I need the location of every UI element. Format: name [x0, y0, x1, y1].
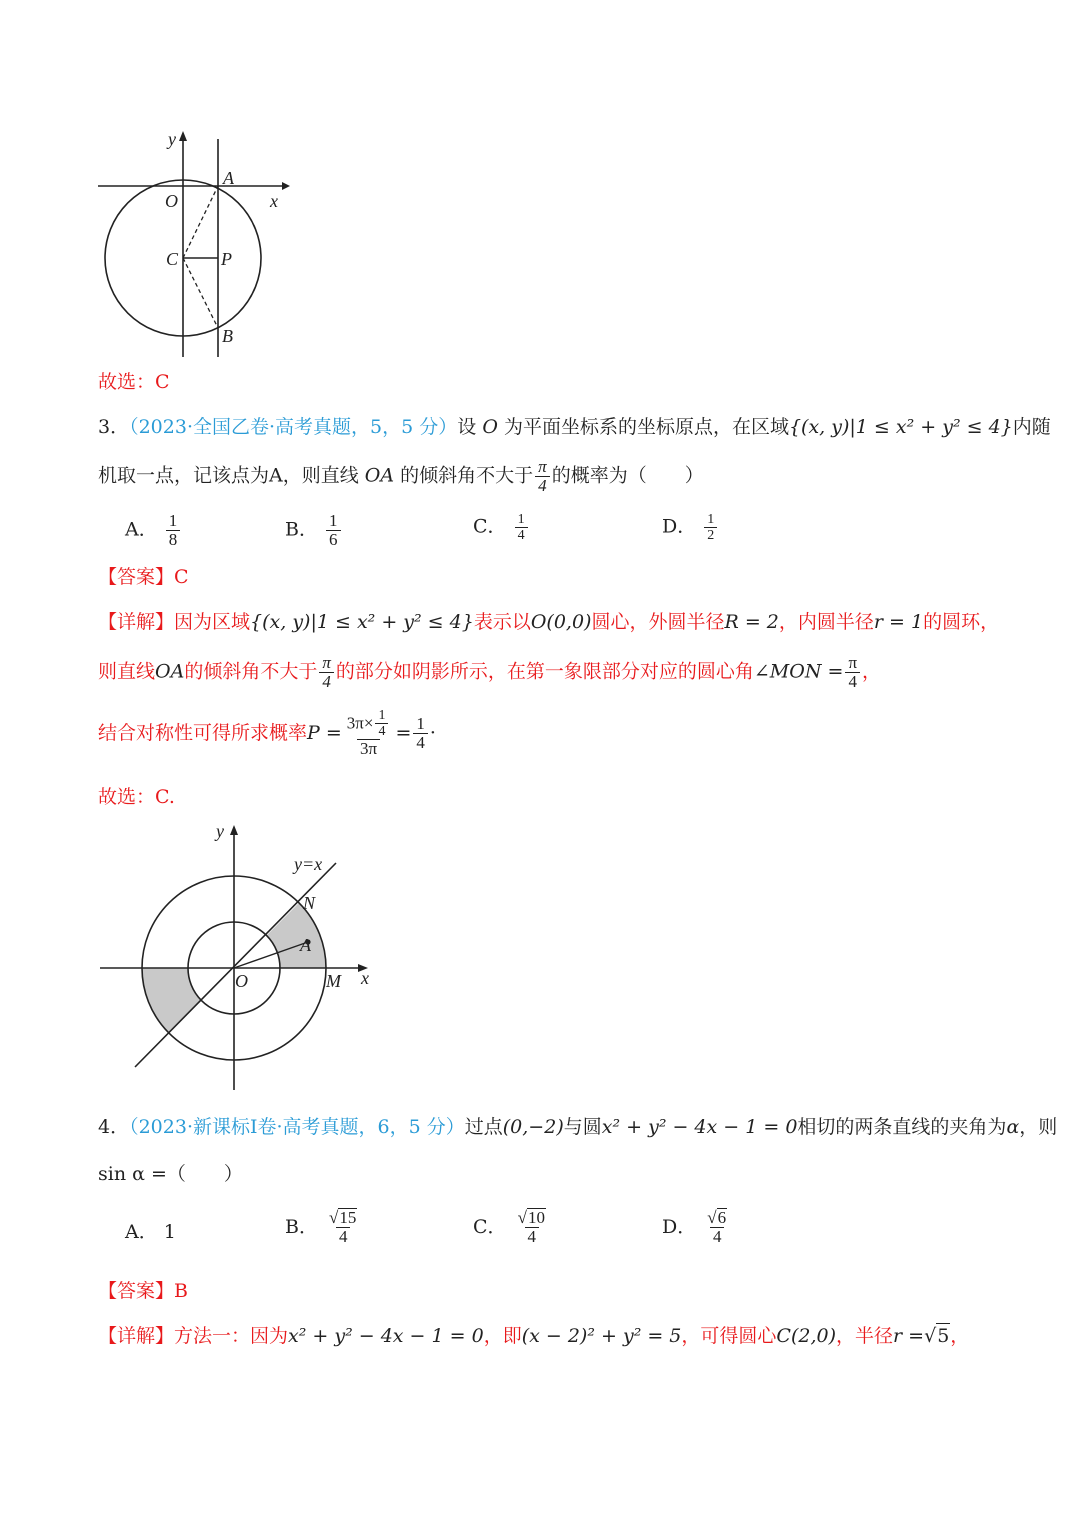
- option-label: A．: [125, 1221, 158, 1243]
- label-y: y: [168, 129, 176, 149]
- q4-stem-4: ，则: [1019, 1116, 1058, 1138]
- denominator: 4: [515, 527, 528, 543]
- detail-inner-radius: r = 1: [873, 611, 924, 633]
- detail-outer-radius: R = 2: [724, 611, 779, 633]
- detail-angle-value: [845, 654, 860, 691]
- q3-option-c: [473, 512, 530, 543]
- detail-text: ，半径: [836, 1325, 894, 1347]
- q4-number: 4．: [98, 1116, 130, 1138]
- numerator: π: [848, 653, 858, 672]
- denominator: 4: [845, 672, 860, 691]
- numerator: 1: [707, 512, 715, 527]
- q3-stem-o: O: [482, 416, 498, 438]
- detail-text: ，可得圆心: [681, 1325, 777, 1347]
- option-label: B．: [285, 1216, 318, 1238]
- label-a: A: [223, 168, 234, 188]
- q4-stem-line1: [98, 1115, 1057, 1139]
- detail-text: 的部分如阴影所示，在第一象限部分对应的圆心角: [335, 660, 754, 683]
- segment-cb: [183, 258, 218, 328]
- q3-conclusion: 故选：C.: [98, 786, 175, 808]
- radicand: 5: [937, 1325, 950, 1347]
- label-b: B: [222, 326, 233, 346]
- detail-text: 圆心，外圆半径: [591, 611, 725, 633]
- shaded-region-first-quadrant: [267, 903, 327, 968]
- q4-circle: x² + y² − 4x − 1 = 0: [601, 1116, 798, 1138]
- label-n: N: [303, 893, 316, 913]
- q3-option-b: [285, 512, 343, 549]
- q3-number: 3．: [98, 416, 130, 438]
- q3-detail-line1: [98, 610, 999, 634]
- denominator: 2: [704, 527, 717, 543]
- numerator: 1: [416, 713, 425, 733]
- q3-region: {(x, y)|1 ≤ x² + y² ≤ 4}: [788, 416, 1013, 438]
- label-x: x: [270, 191, 278, 211]
- q4-stem-3: 相切的两条直线的夹角为: [797, 1116, 1007, 1138]
- q3-answer: 【答案】C: [98, 566, 189, 588]
- q3-stem-oa: OA: [364, 464, 395, 487]
- q2-conclusion: 故选：C: [98, 371, 170, 393]
- q3-option-a: [125, 512, 182, 549]
- q4-alpha: α: [1006, 1116, 1020, 1138]
- detail-root: √5: [924, 1325, 950, 1347]
- q4-stem-1: 过点: [464, 1116, 503, 1138]
- q3-stem-4: 机取一点，记该点为A，则直线: [98, 464, 359, 487]
- denominator: 3π: [357, 739, 380, 758]
- numerator: 1: [517, 512, 525, 527]
- option-label: D．: [662, 515, 697, 538]
- detail-text: 的倾斜角不大于: [184, 660, 318, 683]
- detail-text: 方法一：因为: [174, 1325, 289, 1347]
- q4-answer: 【答案】B: [98, 1280, 188, 1302]
- option-fraction: [326, 512, 341, 549]
- one-quarter: [375, 708, 388, 739]
- denominator: 4: [319, 672, 334, 691]
- detail-oa: OA: [155, 660, 185, 683]
- q3-option-d: [662, 512, 719, 543]
- label-o: O: [235, 971, 248, 991]
- numerator: √10: [517, 1208, 545, 1227]
- option-label: C．: [473, 515, 507, 538]
- label-x: x: [361, 968, 369, 988]
- detail-p: P =: [307, 722, 342, 744]
- denominator: 4: [336, 1227, 351, 1246]
- detail-text: ，内圆半径: [778, 611, 874, 633]
- equals: =: [395, 722, 412, 744]
- y-axis-arrow: [179, 131, 187, 141]
- option-fraction: [515, 1208, 549, 1246]
- option-fraction: [704, 512, 717, 543]
- label-a: A: [300, 935, 311, 955]
- option-fraction: [326, 1208, 360, 1246]
- denominator: 4: [413, 733, 428, 752]
- radicand: 10: [527, 1208, 545, 1227]
- detail-region: {(x, y)|1 ≤ x² + y² ≤ 4}: [250, 611, 474, 633]
- q4-stem-line2: sin α =（ ）: [98, 1163, 243, 1185]
- q3-stem-6: 的概率为（ ）: [551, 464, 704, 487]
- q3-pi-over-4: [535, 458, 550, 495]
- q3-stem-line1: [98, 415, 1051, 439]
- numerator: 1: [168, 511, 178, 530]
- q4-option-a: [125, 1220, 176, 1244]
- numerator: 1: [378, 708, 386, 723]
- x-axis-arrow: [282, 182, 290, 190]
- q4-option-c: [473, 1208, 551, 1246]
- q4-option-d: [662, 1208, 732, 1246]
- numerator: 1: [329, 511, 338, 530]
- q4-detail-line1: [98, 1323, 969, 1348]
- radicand: 15: [339, 1208, 357, 1227]
- denominator: 4: [710, 1227, 725, 1246]
- option-fraction: [704, 1208, 730, 1246]
- detail-eq1: x² + y² − 4x − 1 = 0: [288, 1325, 484, 1347]
- option-value: 1: [163, 1221, 176, 1243]
- shaded-region-third-quadrant: [142, 968, 202, 1033]
- radicand: 6: [717, 1208, 727, 1227]
- detail-origin: O(0,0): [530, 611, 592, 633]
- option-label: D．: [662, 1216, 697, 1238]
- numerator: [344, 708, 394, 739]
- three-pi: 3π×: [346, 713, 374, 733]
- q3-stem-line2: [98, 458, 704, 495]
- label-y-equals-x: y=x: [294, 854, 323, 874]
- detail-text: ，: [862, 660, 882, 683]
- q4-point: (0,−2): [502, 1116, 564, 1138]
- detail-text: ，: [950, 1325, 970, 1347]
- denominator: 4: [375, 723, 388, 739]
- option-fraction: [166, 512, 181, 549]
- probability-fraction: [344, 708, 394, 758]
- figure-annulus: [95, 815, 385, 1095]
- detail-eq2: (x − 2)² + y² = 5: [521, 1325, 682, 1347]
- detail-pi-over-4: [319, 654, 334, 691]
- detail-tag: 【详解】: [98, 1325, 175, 1347]
- q3-detail-line3: [98, 708, 436, 758]
- result-fraction: [413, 715, 428, 752]
- denominator: 6: [326, 530, 341, 549]
- label-m: M: [326, 971, 341, 991]
- label-o: O: [165, 191, 178, 211]
- period: ·: [429, 722, 436, 744]
- q3-stem-2: 为平面坐标系的坐标原点，在区域: [503, 416, 789, 438]
- detail-text: ，即: [483, 1325, 522, 1347]
- q4-source: （2023·新课标Ⅰ卷·高考真题，6，5 分）: [129, 1116, 465, 1138]
- q3-stem-5: 的倾斜角不大于: [400, 464, 534, 487]
- option-label: B．: [285, 518, 318, 541]
- q3-pi: π: [538, 457, 547, 476]
- q4-stem-2: 与圆: [563, 1116, 602, 1138]
- denominator: 8: [166, 530, 181, 549]
- detail-tag: 【详解】: [98, 611, 175, 633]
- q4-option-b: [285, 1208, 362, 1246]
- numerator: √6: [707, 1208, 727, 1227]
- figure-circle-line: [90, 125, 300, 365]
- numerator: π: [322, 653, 331, 672]
- label-y: y: [216, 821, 224, 841]
- y-axis-arrow: [230, 825, 238, 835]
- detail-text: 则直线: [98, 660, 156, 683]
- detail-angle: ∠MON =: [753, 660, 844, 683]
- q3-stem-1: 设: [457, 416, 477, 438]
- detail-radius: r =: [893, 1325, 925, 1347]
- option-label: A．: [125, 518, 158, 541]
- detail-text: 结合对称性可得所求概率: [98, 722, 308, 744]
- label-c: C: [166, 249, 179, 269]
- denominator: 4: [525, 1227, 540, 1246]
- detail-text: 表示以: [473, 611, 531, 633]
- detail-center: C(2,0): [776, 1325, 837, 1347]
- q3-source: （2023·全国乙卷·高考真题，5，5 分）: [129, 416, 458, 438]
- option-fraction: [515, 512, 528, 543]
- detail-text: 因为区域: [174, 611, 251, 633]
- detail-text: 的圆环，: [923, 611, 1000, 633]
- numerator: √15: [329, 1208, 357, 1227]
- option-label: C．: [473, 1216, 507, 1238]
- q3-detail-line2: [98, 654, 881, 691]
- label-p: P: [221, 249, 232, 269]
- q3-four: 4: [535, 476, 550, 495]
- q3-stem-3: 内随: [1012, 416, 1051, 438]
- segment-ca: [183, 186, 218, 258]
